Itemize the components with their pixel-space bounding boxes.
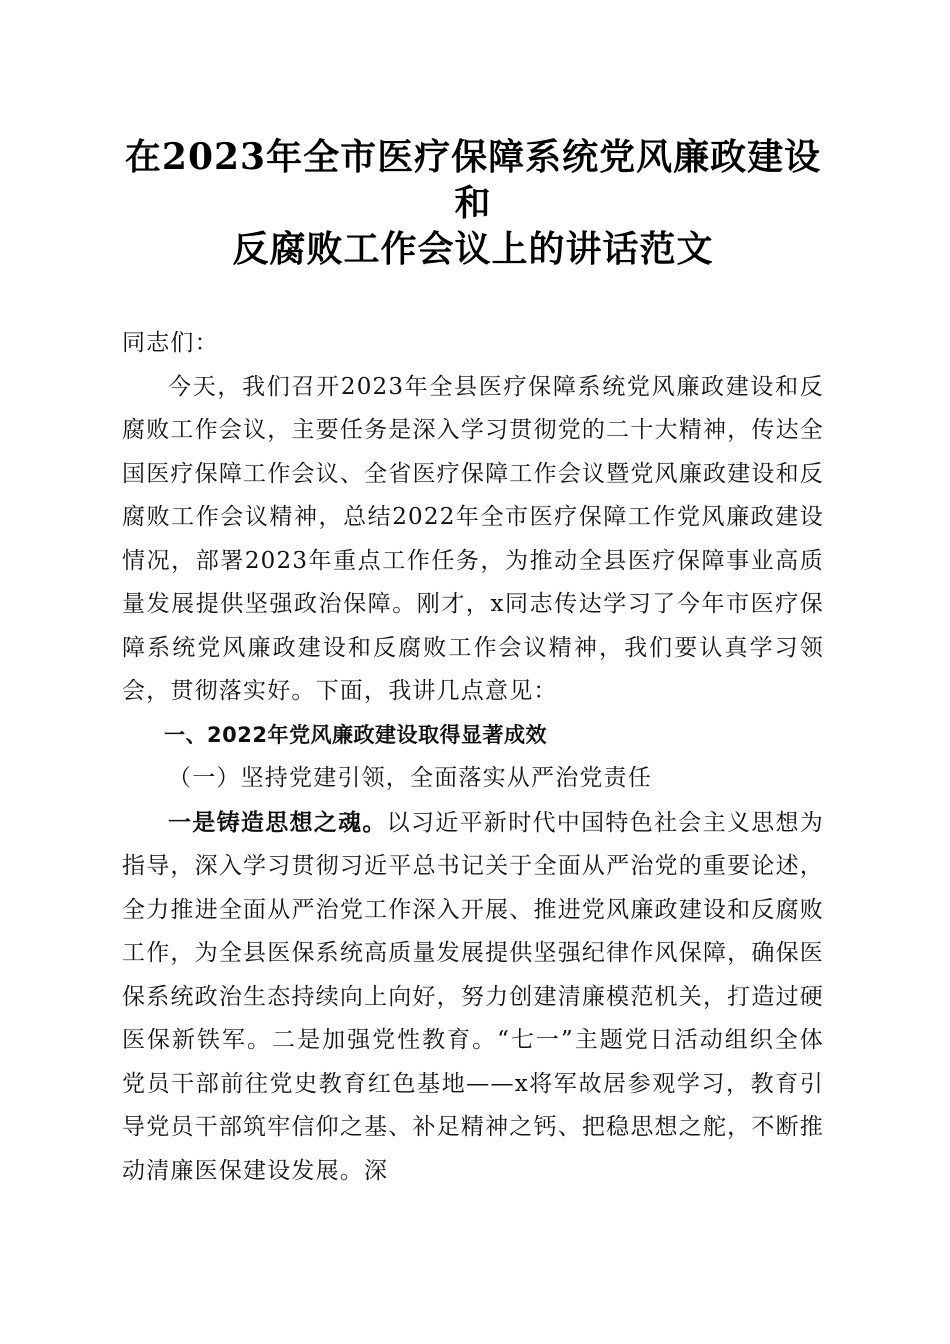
title-line-2: 反腐败工作会议上的讲话范文: [232, 228, 714, 270]
section-heading-1: 一、2022年党风廉政建设取得显著成效: [164, 722, 547, 747]
intro-paragraph: 今天，我们召开2023年全县医疗保障系统党风廉政建设和反腐败工作会议，主要任务是深入学习贯彻党的二十大精神，传达全国医疗保障工作会议、全省医疗保障工作会议暨党风廉政建设和反腐败工作会议精神，总结2022年全市医疗保障工作党风廉政建设情况，部署2023年重点工作任务，为推动全县医疗保障事业高质量发展提供坚强政治保障。刚才，x同志传达学习了今年市医疗保障系统党风廉政建设和反腐败工作会议精神，我们要认真学习领会，贯彻落实好。下面，我讲几点意见：: [122, 373, 824, 704]
salutation: 同志们：: [122, 330, 219, 356]
paragraph-text: 以习近平新时代中国特色社会主义思想为指导，深入学习贯彻习近平总书记关于全面从严治党的重要论述，全力推进全面从严治党工作深入开展、推进党风廉政建设和反腐败工作，为全县医保系统高质量发展提供坚强纪律作风保障，确保医保系统政治生态持续向上向好，努力创建清廉模范机关，打造过硬医保新铁军。二是加强党性教育。“七一”主题党日活动组织全体党员干部前往党史教育红色基地——x将军故居参观学习，教育引导党员干部筑牢信仰之基、补足精神之钙、把稳思想之舵，不断推动清廉医保建设发展。深: [122, 809, 824, 1184]
document-title: [122, 0, 824, 272]
paragraph-lead: 一是铸造思想之魂。: [168, 808, 387, 836]
title-line-1: 在2023年全市医疗保障系统党风廉政建设和: [124, 136, 822, 224]
document-body: [122, 322, 824, 1193]
subsection-heading-1: （一）坚持党建引领，全面落实从严治党责任: [168, 765, 652, 791]
body-paragraph-1: [122, 801, 824, 1194]
